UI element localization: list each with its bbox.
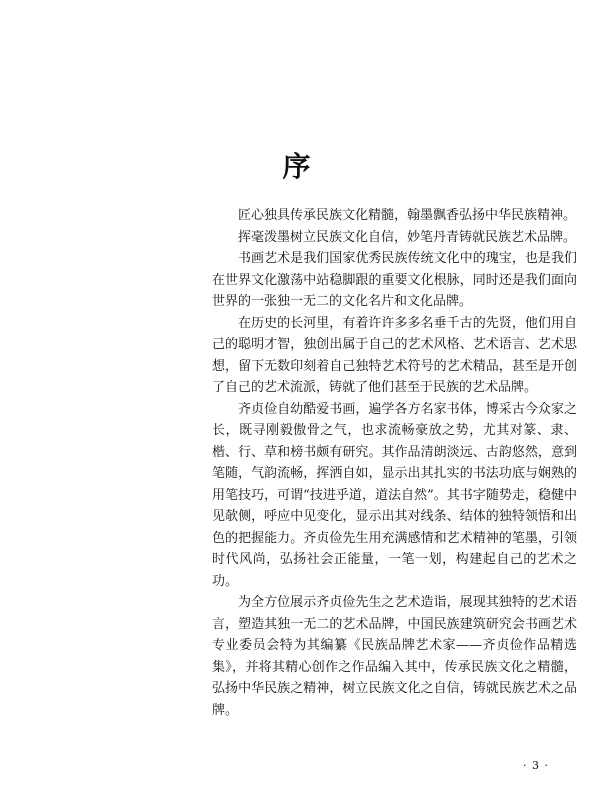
paragraph-6: 为全方位展示齐贞俭先生之艺术造诣，展现其独特的艺术语言，塑造其独一无二的艺术品牌，中国民族建筑研究会书画艺术专业委员会特为其编纂《民族品牌艺术家——齐贞俭作品精选集》，并将其精心创作之作品编入其中，传承民族文化之精髓，弘扬中华民族之精神，树立民族文化之自信，铸就民族艺术之品牌。: [212, 595, 577, 718]
paragraph-4: 在历史的长河里，有着许许多多名垂千古的先贤，他们用自己的聪明才智，独创出属于自己的艺术风格、艺术语言、艺术思想，留下无数印刻着自己独特艺术符号的艺术精品，甚至是开创了自己的艺术流派，铸就了他们甚至于民族的艺术品牌。: [212, 315, 577, 395]
paragraph-3: 书画艺术是我们国家优秀民族传统文化中的瑰宝，也是我们在世界文化激荡中站稳脚跟的重要文化根脉，同时还是我们面向世界的一张独一无二的文化名片和文化品牌。: [212, 251, 577, 309]
preface-body: [212, 205, 577, 721]
page-number: · 3 ·: [523, 759, 549, 772]
paragraph-2: 挥毫泼墨树立民族文化自信，妙笔丹青铸就民族艺术品牌。: [238, 229, 577, 245]
paragraph-1: 匠心独具传承民族文化精髓，翰墨飘香弘扬中华民族精神。: [238, 208, 577, 223]
page-title: 序: [282, 150, 313, 183]
paragraph-5: 齐贞俭自幼酷爱书画，遍学各方名家书体，博采古今众家之长，既寻刚毅傲骨之气，也求流畅豪放之势，尤其对篆、隶、楷、行、草和榜书颇有研究。其作品清朗淡远、古韵悠然，意到笔随，气韵流畅，挥洒自如，显示出其扎实的书法功底与娴熟的用笔技巧，可谓“技进乎道，道法自然”。其书字随势走，稳健中见欹侧，呼应中见变化，显示出其对线条、结体的独特领悟和出色的把握能力。齐贞俭先生用充满感情和艺术精神的笔墨，引领时代风尚，弘扬社会正能量，一笔一划，构建起自己的艺术之功。: [212, 401, 577, 589]
